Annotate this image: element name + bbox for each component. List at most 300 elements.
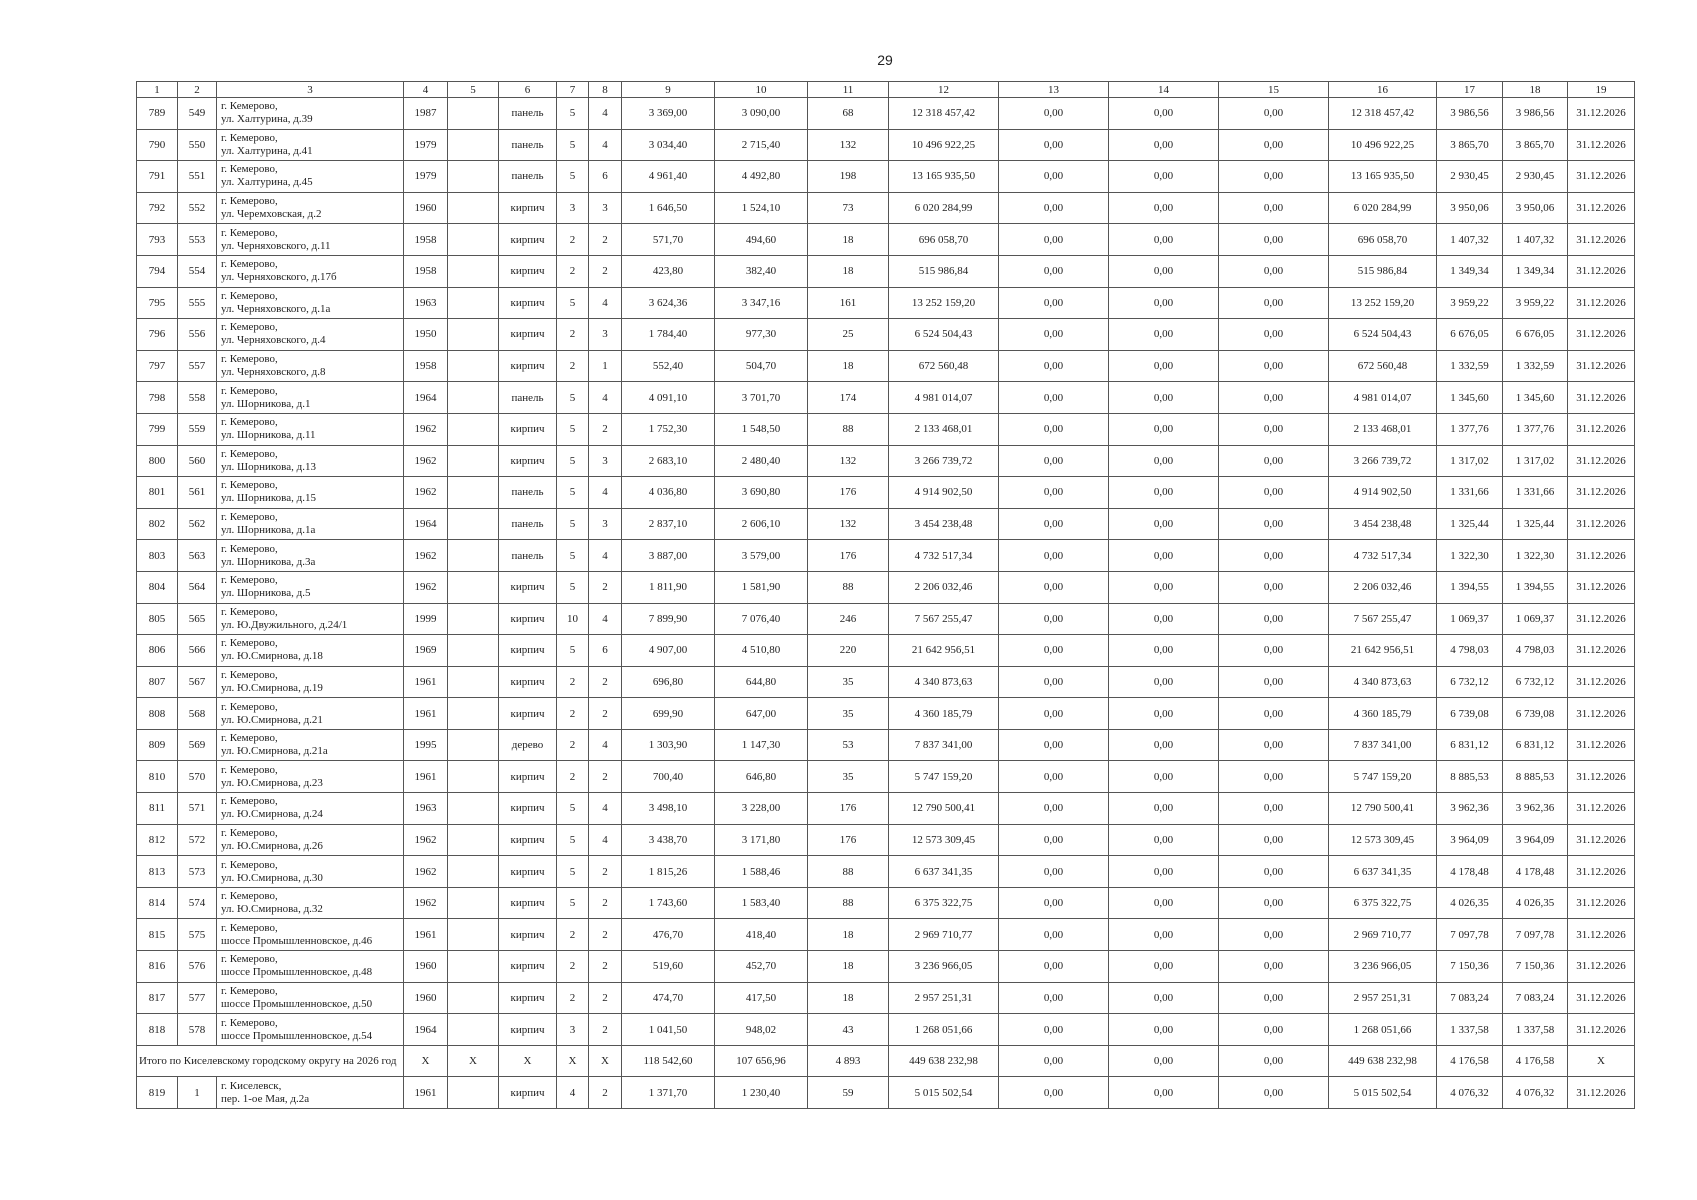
address-cell xyxy=(217,635,404,667)
table-cell: 1 325,44 xyxy=(1503,508,1568,540)
table-cell: 18 xyxy=(808,951,889,983)
table-cell: 0,00 xyxy=(1219,161,1329,193)
table-cell: 13 252 159,20 xyxy=(889,287,999,319)
table-cell: 2 xyxy=(589,255,622,287)
header-row xyxy=(137,82,1635,98)
table-cell: 31.12.2026 xyxy=(1568,666,1635,698)
table-cell: 132 xyxy=(808,445,889,477)
table-cell: 0,00 xyxy=(999,666,1109,698)
table-cell: 0,00 xyxy=(1219,729,1329,761)
sub-number-cell: 565 xyxy=(178,603,217,635)
table-cell: 2 206 032,46 xyxy=(1329,571,1437,603)
table-cell: панель xyxy=(499,540,557,572)
row-number-cell: 808 xyxy=(137,698,178,730)
address-city: г. Кемерово, xyxy=(221,700,278,713)
table-cell: 3 986,56 xyxy=(1437,98,1503,130)
table-cell: 31.12.2026 xyxy=(1568,129,1635,161)
address-cell xyxy=(217,824,404,856)
table-cell: 0,00 xyxy=(1109,129,1219,161)
address-street: ул. Шорникова, д.1 xyxy=(221,397,311,410)
address-city: г. Кемерово, xyxy=(221,637,278,650)
address-city: г. Кемерово, xyxy=(221,858,278,871)
table-row xyxy=(137,729,1635,761)
row-number-cell: 813 xyxy=(137,856,178,888)
row-number-cell: 797 xyxy=(137,350,178,382)
table-cell: 2 xyxy=(589,1014,622,1046)
table-cell: 0,00 xyxy=(1109,761,1219,793)
table-cell: 31.12.2026 xyxy=(1568,698,1635,730)
table-cell: 696,80 xyxy=(622,666,715,698)
table-row xyxy=(137,98,1635,130)
table-cell: 7 150,36 xyxy=(1503,951,1568,983)
table-cell: 6 020 284,99 xyxy=(889,192,999,224)
table-cell: 4 893 xyxy=(808,1045,889,1077)
table-cell: 2 xyxy=(557,982,589,1014)
table-cell: 4 xyxy=(589,729,622,761)
column-header: 12 xyxy=(889,82,999,98)
address-cell xyxy=(217,255,404,287)
table-cell: 1961 xyxy=(404,761,448,793)
table-cell: 198 xyxy=(808,161,889,193)
table-cell xyxy=(448,571,499,603)
sub-number-cell: 557 xyxy=(178,350,217,382)
table-cell: 4 961,40 xyxy=(622,161,715,193)
table-cell: 6 375 322,75 xyxy=(1329,887,1437,919)
table-cell: 4 xyxy=(589,540,622,572)
table-cell: 1960 xyxy=(404,951,448,983)
table-cell: 4 xyxy=(557,1077,589,1109)
table-cell: 0,00 xyxy=(1109,413,1219,445)
table-cell: 31.12.2026 xyxy=(1568,161,1635,193)
page-number: 29 xyxy=(877,52,893,68)
table-cell: 1 332,59 xyxy=(1437,350,1503,382)
table-cell: 2 xyxy=(589,698,622,730)
table-cell: 3 xyxy=(557,1014,589,1046)
table-cell: 0,00 xyxy=(999,413,1109,445)
table-cell xyxy=(448,698,499,730)
table-cell: 1 337,58 xyxy=(1503,1014,1568,1046)
table-cell: кирпич xyxy=(499,255,557,287)
table-cell: 31.12.2026 xyxy=(1568,445,1635,477)
column-header: 1 xyxy=(137,82,178,98)
address-street: ул. Ю.Смирнова, д.19 xyxy=(221,681,323,694)
table-cell: 2 930,45 xyxy=(1437,161,1503,193)
table-cell: 1964 xyxy=(404,382,448,414)
table-cell: 31.12.2026 xyxy=(1568,635,1635,667)
table-cell: 0,00 xyxy=(1219,856,1329,888)
address-street: ул. Ю.Смирнова, д.24 xyxy=(221,808,323,821)
table-cell: 4 xyxy=(589,824,622,856)
table-cell: 3 266 739,72 xyxy=(889,445,999,477)
table-cell: 2 xyxy=(557,666,589,698)
table-cell: 1 xyxy=(589,350,622,382)
table-cell: 0,00 xyxy=(1219,319,1329,351)
table-cell: 2 606,10 xyxy=(715,508,808,540)
address-street: ул. Шорникова, д.15 xyxy=(221,492,316,505)
row-number-cell: 801 xyxy=(137,477,178,509)
housing-table xyxy=(136,81,1635,1109)
address-city: г. Кемерово, xyxy=(221,732,278,745)
table-cell: 1 407,32 xyxy=(1503,224,1568,256)
table-cell: 3 236 966,05 xyxy=(1329,951,1437,983)
table-cell: 1 303,90 xyxy=(622,729,715,761)
address-city: г. Кемерово, xyxy=(221,511,278,524)
table-cell: 1 583,40 xyxy=(715,887,808,919)
table-cell: 1987 xyxy=(404,98,448,130)
address-street: ул. Халтурина, д.39 xyxy=(221,113,313,126)
sub-number-cell: 570 xyxy=(178,761,217,793)
address-street: ул. Черняховского, д.8 xyxy=(221,366,326,379)
table-cell: 452,70 xyxy=(715,951,808,983)
table-cell xyxy=(448,161,499,193)
table-cell: 3 962,36 xyxy=(1437,793,1503,825)
table-cell: кирпич xyxy=(499,192,557,224)
table-cell xyxy=(448,666,499,698)
address-cell xyxy=(217,161,404,193)
table-cell: 31.12.2026 xyxy=(1568,350,1635,382)
table-cell: 0,00 xyxy=(999,635,1109,667)
table-cell xyxy=(448,1014,499,1046)
address-cell xyxy=(217,571,404,603)
row-number-cell: 802 xyxy=(137,508,178,540)
table-cell: 4 340 873,63 xyxy=(889,666,999,698)
table-cell: 2 480,40 xyxy=(715,445,808,477)
table-cell: 2 xyxy=(557,350,589,382)
sub-number-cell: 566 xyxy=(178,635,217,667)
table-cell: 0,00 xyxy=(1219,477,1329,509)
address-city: г. Кемерово, xyxy=(221,826,278,839)
address-street: ул. Черемховская, д.2 xyxy=(221,208,322,221)
table-cell xyxy=(448,255,499,287)
table-cell: 0,00 xyxy=(999,729,1109,761)
table-cell: 1962 xyxy=(404,445,448,477)
address-city: г. Киселевск, xyxy=(221,1079,282,1092)
table-cell: 3 xyxy=(557,192,589,224)
table-cell: 107 656,96 xyxy=(715,1045,808,1077)
table-cell: 35 xyxy=(808,698,889,730)
table-cell: 1 349,34 xyxy=(1437,255,1503,287)
table-cell: 12 790 500,41 xyxy=(889,793,999,825)
table-cell: 1964 xyxy=(404,508,448,540)
row-number-cell: 807 xyxy=(137,666,178,698)
row-number-cell: 805 xyxy=(137,603,178,635)
table-cell: 1961 xyxy=(404,698,448,730)
table-cell: 0,00 xyxy=(1109,445,1219,477)
table-cell: 2 837,10 xyxy=(622,508,715,540)
table-cell xyxy=(448,445,499,477)
table-cell: 0,00 xyxy=(999,161,1109,193)
row-number-cell: 817 xyxy=(137,982,178,1014)
table-cell: 5 xyxy=(557,445,589,477)
address-street: ул. Шорникова, д.5 xyxy=(221,587,311,600)
table-cell: 4 xyxy=(589,129,622,161)
table-cell: 10 496 922,25 xyxy=(889,129,999,161)
table-cell: X xyxy=(499,1045,557,1077)
table-cell: 0,00 xyxy=(999,887,1109,919)
table-row xyxy=(137,319,1635,351)
table-cell: 31.12.2026 xyxy=(1568,540,1635,572)
address-city: г. Кемерово, xyxy=(221,921,278,934)
table-cell: 4 492,80 xyxy=(715,161,808,193)
table-cell: 1 041,50 xyxy=(622,1014,715,1046)
table-cell: 6 739,08 xyxy=(1503,698,1568,730)
table-cell: 176 xyxy=(808,824,889,856)
table-cell: 2 xyxy=(589,666,622,698)
total-row xyxy=(137,1045,1635,1077)
address-street: ул. Черняховского, д.11 xyxy=(221,239,331,252)
table-cell: 13 252 159,20 xyxy=(1329,287,1437,319)
table-cell: кирпич xyxy=(499,1077,557,1109)
table-cell: 3 950,06 xyxy=(1437,192,1503,224)
table-cell: 31.12.2026 xyxy=(1568,603,1635,635)
table-cell: 3 959,22 xyxy=(1437,287,1503,319)
table-cell: 5 xyxy=(557,887,589,919)
table-cell: 6 831,12 xyxy=(1503,729,1568,761)
table-cell: 0,00 xyxy=(999,98,1109,130)
table-cell: 1963 xyxy=(404,287,448,319)
address-city: г. Кемерово, xyxy=(221,953,278,966)
table-cell: 0,00 xyxy=(999,951,1109,983)
table-cell: панель xyxy=(499,382,557,414)
sub-number-cell: 568 xyxy=(178,698,217,730)
table-cell: кирпич xyxy=(499,887,557,919)
table-cell: 31.12.2026 xyxy=(1568,887,1635,919)
table-cell: кирпич xyxy=(499,982,557,1014)
table-cell: 5 xyxy=(557,477,589,509)
table-cell: 0,00 xyxy=(999,793,1109,825)
table-row xyxy=(137,951,1635,983)
address-street: ул. Черняховского, д.1а xyxy=(221,302,331,315)
address-street: шоссе Промышленновское, д.48 xyxy=(221,966,373,979)
address-street: ул. Ю.Двужильного, д.24/1 xyxy=(221,618,348,631)
table-cell xyxy=(448,793,499,825)
table-cell: 0,00 xyxy=(999,919,1109,951)
table-cell: 1 317,02 xyxy=(1503,445,1568,477)
table-cell: 31.12.2026 xyxy=(1568,255,1635,287)
table-cell: 0,00 xyxy=(1219,413,1329,445)
table-cell: 5 xyxy=(557,571,589,603)
table-cell: 2 xyxy=(557,319,589,351)
address-cell xyxy=(217,98,404,130)
table-cell: 3 236 966,05 xyxy=(889,951,999,983)
table-cell: кирпич xyxy=(499,319,557,351)
table-cell: 1 345,60 xyxy=(1503,382,1568,414)
address-city: г. Кемерово, xyxy=(221,668,278,681)
row-number-cell: 791 xyxy=(137,161,178,193)
table-cell: 474,70 xyxy=(622,982,715,1014)
sub-number-cell: 577 xyxy=(178,982,217,1014)
table-row xyxy=(137,382,1635,414)
table-cell xyxy=(448,129,499,161)
table-cell: кирпич xyxy=(499,445,557,477)
table-cell: 1 377,76 xyxy=(1437,413,1503,445)
table-cell: 0,00 xyxy=(1109,951,1219,983)
table-cell: 6 xyxy=(589,161,622,193)
table-cell: 132 xyxy=(808,129,889,161)
table-cell: 2 206 032,46 xyxy=(889,571,999,603)
table-cell: 31.12.2026 xyxy=(1568,224,1635,256)
table-cell: 3 579,00 xyxy=(715,540,808,572)
address-city: г. Кемерово, xyxy=(221,447,278,460)
table-cell: 18 xyxy=(808,255,889,287)
table-row xyxy=(137,887,1635,919)
table-cell xyxy=(448,98,499,130)
table-cell: 5 xyxy=(557,161,589,193)
table-cell: 0,00 xyxy=(1219,951,1329,983)
table-cell: 2 xyxy=(557,698,589,730)
address-street: ул. Черняховского, д.4 xyxy=(221,334,326,347)
table-cell: 18 xyxy=(808,224,889,256)
table-cell: 0,00 xyxy=(1219,382,1329,414)
table-cell: 4 340 873,63 xyxy=(1329,666,1437,698)
table-cell: 35 xyxy=(808,761,889,793)
table-cell: 646,80 xyxy=(715,761,808,793)
sub-number-cell: 559 xyxy=(178,413,217,445)
table-cell: 5 xyxy=(557,413,589,445)
table-cell: 3 950,06 xyxy=(1503,192,1568,224)
table-cell: 3 228,00 xyxy=(715,793,808,825)
table-row xyxy=(137,129,1635,161)
address-cell xyxy=(217,508,404,540)
table-cell: X xyxy=(404,1045,448,1077)
sub-number-cell: 1 xyxy=(178,1077,217,1109)
table-cell: 6 831,12 xyxy=(1437,729,1503,761)
table-cell: 0,00 xyxy=(1109,255,1219,287)
table-cell: 31.12.2026 xyxy=(1568,824,1635,856)
row-number-cell: 818 xyxy=(137,1014,178,1046)
address-street: шоссе Промышленновское, д.54 xyxy=(221,1029,373,1042)
table-row xyxy=(137,1014,1635,1046)
table-cell: 31.12.2026 xyxy=(1568,319,1635,351)
table-cell: 0,00 xyxy=(999,129,1109,161)
table-cell: 0,00 xyxy=(1219,287,1329,319)
table-cell: 88 xyxy=(808,887,889,919)
address-street: ул. Ю.Смирнова, д.32 xyxy=(221,903,323,916)
table-cell xyxy=(448,919,499,951)
table-cell: 0,00 xyxy=(1219,824,1329,856)
address-city: г. Кемерово, xyxy=(221,321,278,334)
sub-number-cell: 555 xyxy=(178,287,217,319)
table-cell: 2 715,40 xyxy=(715,129,808,161)
table-cell: 1 332,59 xyxy=(1503,350,1568,382)
table-cell: 0,00 xyxy=(1219,540,1329,572)
row-number-cell: 798 xyxy=(137,382,178,414)
address-street: ул. Черняховского, д.17б xyxy=(221,271,337,284)
address-cell xyxy=(217,1077,404,1109)
table-cell: 672 560,48 xyxy=(889,350,999,382)
table-cell: 476,70 xyxy=(622,919,715,951)
sub-number-cell: 569 xyxy=(178,729,217,761)
table-row xyxy=(137,161,1635,193)
table-cell: 31.12.2026 xyxy=(1568,856,1635,888)
table-cell: 0,00 xyxy=(1109,603,1219,635)
column-header: 2 xyxy=(178,82,217,98)
address-city: г. Кемерово, xyxy=(221,163,278,176)
address-city: г. Кемерово, xyxy=(221,479,278,492)
table-cell: 504,70 xyxy=(715,350,808,382)
table-cell: 1 784,40 xyxy=(622,319,715,351)
sub-number-cell: 571 xyxy=(178,793,217,825)
table-cell: 31.12.2026 xyxy=(1568,951,1635,983)
table-cell: 0,00 xyxy=(999,350,1109,382)
table-cell: 31.12.2026 xyxy=(1568,793,1635,825)
address-street: ул. Шорникова, д.1а xyxy=(221,524,316,537)
table-cell: 0,00 xyxy=(999,1045,1109,1077)
table-cell: 0,00 xyxy=(1219,129,1329,161)
table-cell: 5 xyxy=(557,508,589,540)
address-cell xyxy=(217,287,404,319)
table-cell: 0,00 xyxy=(999,761,1109,793)
table-cell: 0,00 xyxy=(1219,603,1329,635)
table-row xyxy=(137,824,1635,856)
table-cell: 5 xyxy=(557,793,589,825)
table-cell: 1960 xyxy=(404,192,448,224)
address-street: ул. Ю.Смирнова, д.21а xyxy=(221,745,328,758)
table-body xyxy=(137,98,1635,1109)
table-cell: 0,00 xyxy=(1109,571,1219,603)
address-city: г. Кемерово, xyxy=(221,1016,278,1029)
table-cell xyxy=(448,603,499,635)
table-row xyxy=(137,350,1635,382)
table-cell: кирпич xyxy=(499,919,557,951)
address-cell xyxy=(217,982,404,1014)
table-cell: 696 058,70 xyxy=(1329,224,1437,256)
address-cell xyxy=(217,350,404,382)
sub-number-cell: 563 xyxy=(178,540,217,572)
table-cell: 6 739,08 xyxy=(1437,698,1503,730)
table-cell: 0,00 xyxy=(999,603,1109,635)
table-cell: 3 701,70 xyxy=(715,382,808,414)
sub-number-cell: 549 xyxy=(178,98,217,130)
address-cell xyxy=(217,1014,404,1046)
table-cell: 699,90 xyxy=(622,698,715,730)
table-cell xyxy=(448,635,499,667)
table-cell xyxy=(448,540,499,572)
table-cell: 0,00 xyxy=(999,224,1109,256)
table-cell: 3 498,10 xyxy=(622,793,715,825)
sub-number-cell: 574 xyxy=(178,887,217,919)
table-cell: 1 548,50 xyxy=(715,413,808,445)
table-row xyxy=(137,255,1635,287)
table-cell: 35 xyxy=(808,666,889,698)
address-city: г. Кемерово, xyxy=(221,384,278,397)
table-cell: 1 407,32 xyxy=(1437,224,1503,256)
table-cell: 0,00 xyxy=(999,571,1109,603)
address-city: г. Кемерово, xyxy=(221,353,278,366)
table-cell: 2 xyxy=(589,413,622,445)
address-city: г. Кемерово, xyxy=(221,195,278,208)
table-cell: 1960 xyxy=(404,982,448,1014)
column-header: 4 xyxy=(404,82,448,98)
table-cell: 0,00 xyxy=(999,1014,1109,1046)
address-city: г. Кемерово, xyxy=(221,574,278,587)
table-cell: 0,00 xyxy=(1219,761,1329,793)
column-header: 7 xyxy=(557,82,589,98)
table-cell xyxy=(448,319,499,351)
sub-number-cell: 576 xyxy=(178,951,217,983)
sub-number-cell: 564 xyxy=(178,571,217,603)
table-cell: 176 xyxy=(808,477,889,509)
table-cell: панель xyxy=(499,508,557,540)
table-cell: 6 375 322,75 xyxy=(889,887,999,919)
table-cell: 1961 xyxy=(404,919,448,951)
table-cell: кирпич xyxy=(499,571,557,603)
table-cell: 2 957 251,31 xyxy=(1329,982,1437,1014)
table-cell: 132 xyxy=(808,508,889,540)
table-cell: 0,00 xyxy=(1219,445,1329,477)
table-cell: 88 xyxy=(808,856,889,888)
table-cell: 25 xyxy=(808,319,889,351)
